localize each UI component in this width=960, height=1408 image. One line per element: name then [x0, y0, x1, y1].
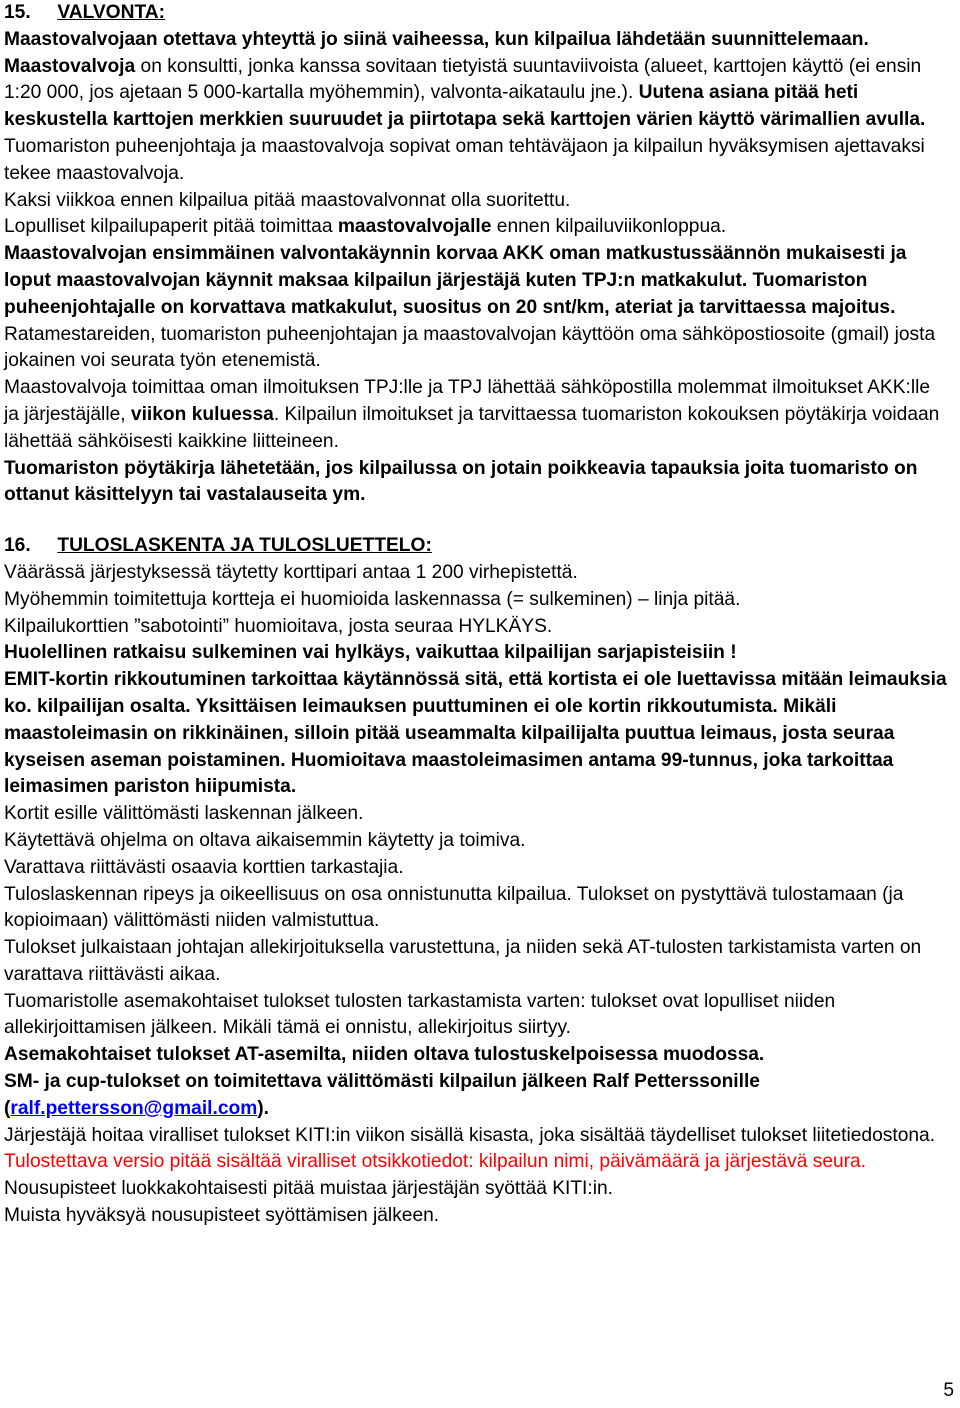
section-16-paragraph-12: Asemakohtaiset tulokset AT-asemilta, niiden oltava tulostuskelpoisessa muodossa. [4, 1044, 765, 1066]
section-16-paragraph-14 [4, 1123, 948, 1177]
p4-bold-text: maastovalvojalle [337, 216, 492, 238]
section-16-title: TULOSLASKENTA JA TULOSLUETTELO: [57, 535, 432, 557]
section-16-paragraph-8: Varattava riittävästi osaavia korttien tarkastajia. [4, 856, 404, 878]
section-15-paragraph-6: Ratamestareiden, tuomariston puheenjohtajan ja maastovalvojan käyttöön oma sähköpostiosoite (gmail) josta jokainen voi seurata työn etenemistä. [4, 323, 936, 372]
section-16-paragraph-4: Huolellinen ratkaisu sulkeminen vai hylkäys, vaikuttaa kilpailijan sarjapisteisiin ! [4, 642, 737, 664]
section-16-paragraph-15: Nousupisteet luokkakohtaisesti pitää muistaa järjestäjän syöttää KITI:in. [4, 1178, 613, 1200]
section-15-paragraph-3: Kaksi viikkoa ennen kilpailua pitää maastovalvonnat olla suoritettu. [4, 189, 571, 211]
page-number: 5 [943, 1380, 954, 1401]
section-15-paragraph-5: Maastovalvojan ensimmäinen valvontakäynnin korvaa AKK oman matkustussäännön mukaisesti ja loput maastovalvojan käynnit maksaa kilpailun järjestäjä kuten TPJ:n matkakulut. Tuomariston puheenjohtajalle on korvattava matkakulut, suositus on 20 snt/km, ateriat ja tarvittaessa majoitus. [4, 243, 907, 318]
section-16-paragraph-2: Myöhemmin toimitettuja kortteja ei huomioida laskennassa (= sulkeminen) – linja pitää. [4, 588, 741, 610]
section-16-paragraph-1: Väärässä järjestyksessä täytetty korttipari antaa 1 200 virhepistettä. [4, 561, 578, 583]
section-16-paragraph-3: Kilpailukorttien ”sabotointi” huomioitava, josta seuraa HYLKÄYS. [4, 615, 553, 637]
document-page [4, 0, 948, 1230]
email-link[interactable]: ralf.pettersson@gmail.com [10, 1097, 258, 1119]
section-15-number: 15. [4, 2, 31, 23]
p4-text-c: ennen kilpailuviikonloppua. [491, 216, 727, 238]
section-15-paragraph-2: Tuomariston puheenjohtaja ja maastovalvoja sopivat oman tehtäväjaon ja kilpailun hyväksymisen ajettavaksi tekee maastovalvoja. [4, 135, 925, 184]
section-16-paragraph-11: Tuomaristolle asemakohtaiset tulokset tulosten tarkastamista varten: tulokset ovat lopulliset niiden allekirjoittamisen jälkeen. Mikäli tämä ei onnistu, allekirjoitus siirtyy. [4, 990, 836, 1039]
p4-text-a: Lopulliset kilpailupaperit pitää toimittaa [4, 216, 338, 238]
section-16-number: 16. [4, 535, 31, 557]
section-16-paragraph-13 [4, 1069, 948, 1123]
p13-text-a: SM- ja cup-tulokset on toimitettava välittömästi kilpailun jälkeen Ralf Petterssonille ( [4, 1071, 760, 1119]
p1-normal-text: on konsultti, jonka kanssa sovitaan tietyistä suuntaviivoista (alueet, karttojen käyttö (ei ensin 1:20 000, jos ajetaan 5 000-kartalla myöhemmin), valvonta-aikataulu jne.). [4, 55, 922, 104]
section-16-paragraph-10: Tulokset julkaistaan johtajan allekirjoituksella varustettuna, ja niiden sekä AT-tulosten tarkistamista varten on varattava riittävästi aikaa. [4, 937, 922, 985]
section-16-paragraph-7: Käytettävä ohjelma on oltava aikaisemmin käytetty ja toimiva. [4, 829, 526, 851]
section-spacer [4, 509, 948, 533]
section-15-paragraph-4 [4, 214, 948, 241]
section-16-paragraph-5: EMIT-kortin rikkoutuminen tarkoittaa käytännössä sitä, että kortista ei ole luettavissa mitään leimauksia ko. kilpailijan osalta. Yksittäisen leimauksen puuttuminen ei ole kortin rikkoutumista. Mikäli maastoleimasin on rikkinäinen, silloin pitää useammalta kilpailijalta puuttua leimaus, josta seuraa kyseisen aseman poistaminen. Huomioitava maastoleimasimen antama 99-tunnus, joka tarkoittaa leimasimen pariston hiipumista. [4, 669, 947, 798]
p1-bold-text-2: Uutena asiana pitää heti keskustella karttojen merkkien suuruudet ja piirtotapa sekä karttojen värien käyttö värimallien avulla. [4, 82, 926, 131]
p13-text-c: ). [257, 1097, 270, 1119]
section-16-paragraph-6: Kortit esille välittömästi laskennan jälkeen. [4, 803, 364, 825]
p14-text-a: Järjestäjä hoitaa viralliset tulokset KITI:in viikon sisällä kisasta, joka sisältää täydelliset tulokset liitetiedostona. [4, 1124, 936, 1146]
p7-text-a: Maastovalvoja toimittaa oman ilmoituksen TPJ:lle ja TPJ lähettää sähköpostilla molemmat ilmoitukset AKK:lle ja järjestäjälle, [4, 377, 931, 425]
section-15-title: VALVONTA: [57, 2, 165, 23]
section-15-paragraph-1 [4, 27, 948, 134]
section-16-heading [4, 533, 948, 560]
section-15-paragraph-8: Tuomariston pöytäkirja lähetetään, jos kilpailussa on jotain poikkeavia tapauksia joita tuomaristo on ottanut käsittelyyn tai vastalauseita ym. [4, 457, 918, 506]
section-15-heading [4, 0, 948, 27]
p7-text-c: . Kilpailun ilmoitukset ja tarvittaessa tuomariston kokouksen pöytäkirja voidaan lähettää sähköisesti kaikkine liitteineen. [4, 403, 940, 452]
p1-bold-text: Maastovalvojaan otettava yhteyttä jo siinä vaiheessa, kun kilpailua lähdetään suunnittelemaan. Maastovalvoja [4, 28, 869, 77]
section-15-paragraph-7 [4, 375, 948, 455]
section-16-paragraph-16: Muista hyväksyä nousupisteet syöttämisen jälkeen. [4, 1205, 440, 1227]
p7-bold-text: viikon kuluessa [130, 403, 274, 425]
section-16-paragraph-9: Tuloslaskennan ripeys ja oikeellisuus on osa onnistunutta kilpailua. Tulokset on pystyttävä tulostamaan (ja kopioimaan) välittömästi niiden valmistuttua. [4, 883, 904, 932]
p14-red-text: Tulostettava versio pitää sisältää viralliset otsikkotiedot: kilpailun nimi, päivämäärä ja järjestävä seura. [4, 1151, 867, 1173]
